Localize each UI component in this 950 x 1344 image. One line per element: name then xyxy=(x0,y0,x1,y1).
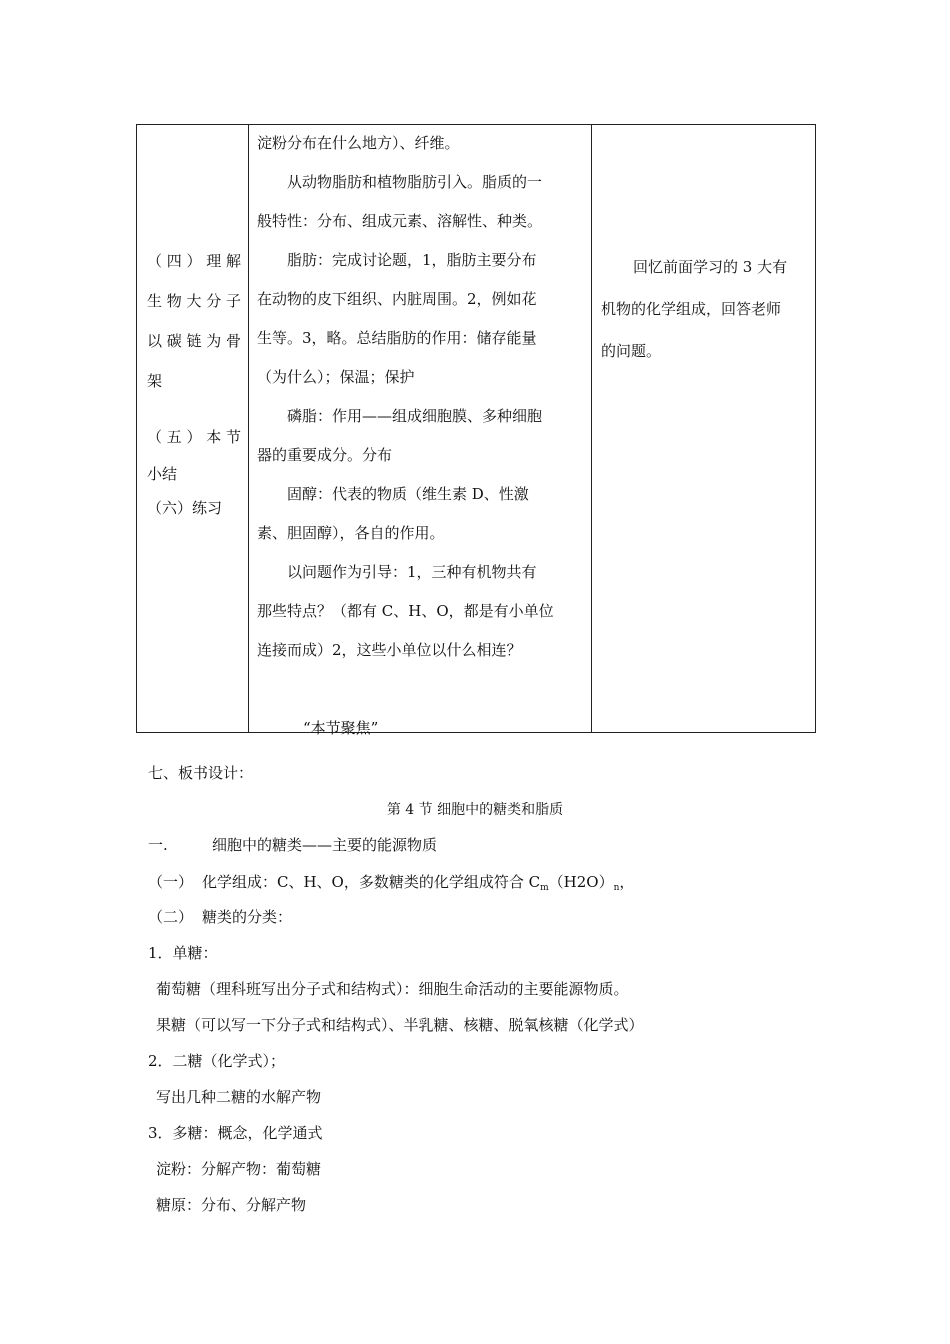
activity-line: 般特性：分布、组成元素、溶解性、种类。 xyxy=(257,212,543,230)
activity-line: 素、胆固醇），各自的作用。 xyxy=(257,524,445,542)
activity-line: 淀粉分布在什么地方）、纤维。 xyxy=(257,134,460,152)
list-item-detail: 糖原：分布、分解产物 xyxy=(156,1196,307,1214)
list-item-detail: 果糖（可以写一下分子式和结构式）、半乳糖、核糖、脱氧核糖（化学式） xyxy=(156,1016,644,1034)
list-item: 3．多糖：概念，化学通式 xyxy=(148,1124,323,1142)
subsection-number: （二） xyxy=(148,908,194,926)
step-line: （六）练习 xyxy=(147,499,223,517)
activity-line: 脂肪：完成讨论题，1，脂肪主要分布 xyxy=(287,251,537,269)
step-line: 小结 xyxy=(147,465,178,483)
step-line: （五）本节 xyxy=(147,428,241,446)
section-text: 细胞中的糖类——主要的能源物质 xyxy=(212,836,438,854)
step-line: 生物大分子 xyxy=(147,292,241,310)
student-line: 的问题。 xyxy=(601,342,662,360)
subsection-text xyxy=(202,871,634,893)
teaching-steps-column xyxy=(147,241,241,525)
section-number: 一. xyxy=(148,836,168,854)
activity-line xyxy=(257,674,593,713)
activity-line: 器的重要成分。分布 xyxy=(257,446,393,464)
subsection-text: 糖类的分类： xyxy=(202,908,293,926)
activity-line: 生等。3，略。总结脂肪的作用：储存能量 xyxy=(257,329,537,347)
lesson-plan-table xyxy=(136,124,816,737)
step-line: 架 xyxy=(147,372,163,390)
list-item: 2．二糖（化学式）； xyxy=(148,1052,286,1070)
activity-line: 连接而成）2，这些小单位以什么相连？ xyxy=(257,641,522,659)
activity-line: 在动物的皮下组织、内脏周围。2，例如花 xyxy=(257,290,537,308)
list-item-detail: 淀粉：分解产物：葡萄糖 xyxy=(156,1160,322,1178)
activity-line: 以问题作为引导：1，三种有机物共有 xyxy=(287,563,537,581)
teacher-activity-column xyxy=(257,128,593,752)
activity-line: 固醇：代表的物质（维生素 D、性激 xyxy=(287,485,529,503)
step-line: （四）理解 xyxy=(147,252,241,270)
board-title: 第 4 节 细胞中的糖类和脂质 xyxy=(386,802,564,818)
formula-text: 化学组成：C、H、O，多数糖类的化学组成符合 C xyxy=(202,873,541,891)
formula-subscript-m: m xyxy=(540,883,549,893)
formula-text: ， xyxy=(619,873,635,891)
student-line: 机物的化学组成，回答老师 xyxy=(601,300,782,318)
subsection-number: （一） xyxy=(148,873,194,891)
student-activity-column xyxy=(601,246,811,372)
column-divider xyxy=(248,125,249,732)
list-item: 1．单糖： xyxy=(148,944,218,962)
formula-subscript-n: n xyxy=(613,883,620,893)
activity-line: 从动物脂肪和植物脂肪引入。脂质的一 xyxy=(287,173,543,191)
list-item-detail: 葡萄糖（理科班写出分子式和结构式）：细胞生命活动的主要能源物质。 xyxy=(156,980,629,998)
section-heading: 七、板书设计： xyxy=(148,764,254,782)
activity-line: 那些特点？（都有 C、H、O，都是有小单位 xyxy=(257,602,554,620)
activity-line: “本节聚焦” xyxy=(303,719,379,737)
activity-line: （为什么）；保温；保护 xyxy=(257,368,415,386)
student-line: 回忆前面学习的 3 大有 xyxy=(633,258,788,276)
list-item-detail: 写出几种二糖的水解产物 xyxy=(156,1088,322,1106)
activity-line: 磷脂：作用——组成细胞膜、多种细胞 xyxy=(287,407,543,425)
step-line: 以碳链为骨 xyxy=(147,332,241,350)
formula-text: （H2O） xyxy=(548,873,614,891)
